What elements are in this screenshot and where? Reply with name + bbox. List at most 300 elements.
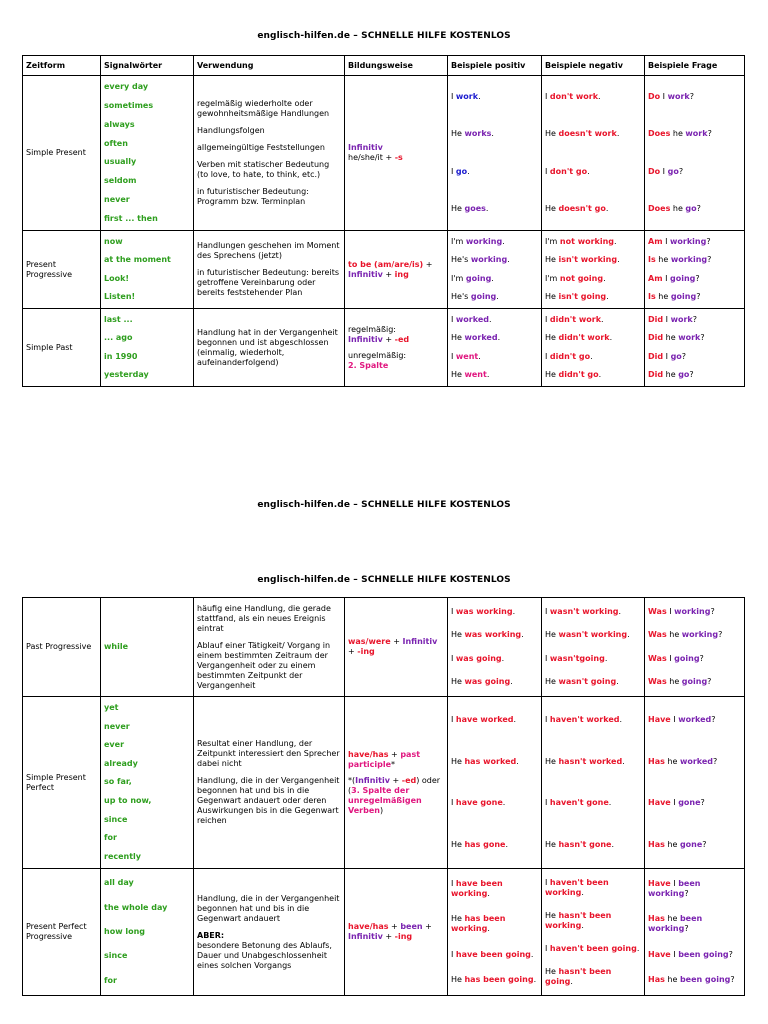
formation-line — [348, 143, 444, 153]
signal-word: yesterday — [104, 369, 149, 379]
example-question-part: I — [660, 166, 668, 176]
example-question-part: ? — [689, 369, 694, 379]
example-question-part: ? — [695, 273, 700, 283]
example-question-part: he — [670, 204, 686, 214]
example-question-part: Am — [648, 237, 663, 247]
signal-word: since — [104, 814, 128, 824]
example-positive — [451, 129, 538, 139]
example-negative-part: doesn't go — [558, 204, 606, 214]
example-negative-part: haven't been going — [549, 943, 637, 953]
example-negative — [545, 757, 641, 767]
example-negative — [545, 352, 641, 362]
example-question-part: working — [674, 606, 711, 616]
example-negative-part: He — [545, 369, 559, 379]
example-negative-part: not going — [559, 273, 604, 283]
example-negative — [545, 370, 641, 380]
signal-words — [101, 76, 194, 231]
example-question-cell — [645, 697, 745, 869]
example-positive-part: . — [521, 630, 524, 640]
example-positive-part: . — [512, 606, 516, 616]
signal-word: never — [104, 721, 130, 731]
example-negative-part: hasn't gone — [558, 840, 612, 850]
example-negative — [545, 333, 641, 343]
example-positive-part: going — [465, 273, 492, 283]
example-positive-part: He — [451, 756, 465, 766]
formation-line-part: ) oder ( — [348, 775, 441, 795]
formation-line-part: was/were — [348, 637, 391, 646]
example-positive — [451, 333, 538, 343]
example-positive — [451, 950, 538, 960]
header-beispiele-frage: Beispiele Frage — [645, 56, 745, 76]
example-question-part: ? — [702, 840, 707, 850]
example-positive-part: . — [513, 714, 517, 724]
formation-line-part: unregelmäßig: — [348, 350, 407, 360]
example-negative-part: I — [545, 606, 550, 616]
usage-description — [194, 309, 345, 387]
usage-paragraph: regelmäßig wiederholte oder gewohnheitsmäßige Handlungen — [197, 99, 330, 118]
formation-rule — [345, 697, 448, 869]
example-negative-part: . — [627, 630, 630, 640]
example-question — [648, 879, 741, 899]
example-question-part: he — [664, 756, 680, 766]
tense-name: Simple Present Perfect — [23, 697, 101, 869]
example-question-part: Was — [648, 677, 667, 687]
example-question — [648, 274, 741, 284]
signal-word: last ... — [104, 315, 133, 325]
example-question-part: he — [663, 369, 679, 379]
example-negative-part: . — [587, 166, 590, 176]
example-positive-part: . — [507, 255, 510, 265]
example-question-part: ? — [678, 166, 684, 176]
example-positive-part: . — [502, 798, 506, 808]
usage-paragraph: Handlungsfolgen — [197, 126, 265, 135]
example-question-part: Did — [648, 369, 664, 379]
example-positive — [451, 914, 538, 934]
example-question-part: Has — [648, 975, 665, 985]
example-negative-part: He — [545, 756, 559, 766]
example-question-part: I — [662, 273, 670, 283]
example-question-part: Is — [648, 291, 656, 301]
example-question-part: he — [663, 333, 679, 343]
example-positive-part: . — [530, 949, 534, 959]
signal-word: for — [104, 975, 117, 985]
example-positive-part: . — [467, 166, 470, 176]
example-question-part: going — [670, 291, 697, 301]
example-question-part: Was — [648, 653, 667, 663]
example-positive — [451, 840, 538, 850]
example-question-part: I — [670, 714, 679, 724]
example-question-part: Is — [648, 255, 656, 265]
example-positive-part: I — [451, 351, 456, 361]
formation-line-part: have/has — [348, 922, 389, 931]
signal-word: all day — [104, 878, 134, 888]
example-question-part: ? — [718, 630, 723, 640]
signal-word: never — [104, 194, 130, 204]
usage-paragraph: ABER: besondere Betonung des Ablaufs, Dauer und Unabgeschlossenheit eines solchen Vorgangs — [197, 930, 332, 970]
example-negative — [545, 204, 641, 214]
example-negative-part: I — [545, 943, 550, 953]
example-positive — [451, 607, 538, 617]
signal-word: seldom — [104, 176, 137, 186]
formation-line-part: -ing — [394, 932, 413, 941]
example-question — [648, 255, 741, 265]
signal-word: often — [104, 138, 128, 148]
usage-description — [194, 869, 345, 996]
signal-word: ... ago — [104, 333, 133, 343]
example-question-part: he — [664, 914, 680, 924]
example-positive-part: . — [485, 204, 489, 214]
table-row-past-progressive — [23, 598, 745, 697]
example-question — [648, 607, 741, 617]
example-positive-part: . — [486, 369, 490, 379]
example-negative-part: isn't going — [558, 291, 607, 301]
example-question-part: he — [655, 255, 671, 265]
example-positive-part: I'm — [451, 237, 466, 247]
example-question-part: ? — [689, 91, 694, 101]
table-row-simple-past — [23, 309, 745, 387]
formation-line-part: 3. Spalte der unregelmäßigen Verben — [348, 785, 422, 815]
example-question — [648, 798, 741, 808]
example-negative-part: . — [598, 91, 601, 101]
example-positive-part: was working — [464, 630, 522, 640]
example-negative-part: . — [616, 129, 620, 139]
example-positive-cell — [448, 76, 542, 231]
formation-line-part: been — [400, 922, 423, 931]
example-positive-cell — [448, 309, 542, 387]
example-positive-part: . — [478, 351, 481, 361]
example-negative-part: . — [616, 677, 619, 687]
example-negative-part: didn't go — [549, 351, 591, 361]
example-positive-part: . — [502, 237, 505, 247]
signal-words — [101, 309, 194, 387]
formation-line-part: Infinitiv — [402, 637, 438, 646]
tense-name: Past Progressive — [23, 598, 101, 697]
example-question — [648, 975, 741, 985]
example-question-part: ? — [706, 237, 711, 247]
formation-line — [348, 351, 444, 361]
signal-word: sometimes — [104, 101, 154, 111]
example-negative-part: . — [614, 237, 617, 247]
example-positive-part: . — [491, 273, 494, 283]
example-question-part: been working — [648, 914, 703, 934]
example-question-part: Was — [648, 630, 667, 640]
formation-line-part: + — [423, 259, 433, 269]
signal-word: first ... then — [104, 213, 158, 223]
example-negative-part: doesn't work — [558, 129, 617, 139]
example-negative-part: . — [604, 653, 608, 663]
example-question-part: ? — [699, 653, 704, 663]
example-positive-cell — [448, 598, 542, 697]
example-negative-part: . — [581, 920, 584, 930]
example-negative — [545, 967, 641, 987]
example-negative-part: . — [618, 606, 622, 616]
example-positive — [451, 975, 538, 985]
example-positive-part: . — [505, 840, 509, 850]
example-positive-part: working — [470, 255, 508, 265]
page-heading-top: englisch-hilfen.de – SCHNELLE HILFE KOSTENLOS — [257, 31, 511, 41]
example-positive-part: . — [516, 756, 519, 766]
example-positive-part: . — [489, 315, 492, 325]
signal-word: up to now, — [104, 796, 152, 805]
formation-line-part: * — [391, 759, 396, 769]
example-positive-part: I — [451, 878, 456, 888]
example-question-part: I — [670, 798, 679, 808]
example-negative-part: . — [609, 333, 613, 343]
example-question-part: I — [666, 606, 675, 616]
example-question-cell — [645, 309, 745, 387]
example-question-part: ? — [681, 351, 687, 361]
example-negative-part: He — [545, 966, 559, 976]
example-positive-part: have been working — [451, 878, 503, 898]
example-positive-part: worked — [455, 315, 489, 325]
formation-line-part: ) — [379, 805, 384, 815]
example-question-part: worked — [678, 714, 712, 724]
example-question-part: ? — [730, 975, 735, 985]
example-negative — [545, 911, 641, 931]
table-header-row — [23, 56, 745, 76]
formation-line-part: have/has — [348, 749, 389, 759]
example-negative-part: . — [619, 714, 623, 724]
example-positive-part: have worked — [455, 714, 514, 724]
example-negative-part: . — [601, 315, 604, 325]
formation-line-part: + — [382, 334, 395, 344]
example-negative-part: wasn't working — [558, 630, 628, 640]
example-question-part: Do — [648, 91, 661, 101]
example-negative — [545, 840, 641, 850]
formation-line — [348, 260, 444, 280]
example-negative-part: haven't worked — [549, 714, 620, 724]
example-question-part: he — [655, 291, 671, 301]
example-negative-cell — [542, 76, 645, 231]
example-negative — [545, 92, 641, 102]
example-question-part: ? — [707, 677, 712, 687]
usage-paragraph: Handlung, die in der Vergangenheit begonnen hat und bis in die Gegenwart andauert oder deren Auswirkungen bis in die Gegenwart reichen — [197, 776, 340, 825]
example-negative-part: hasn't been working — [545, 910, 612, 930]
example-question-cell — [645, 598, 745, 697]
example-question-part: go — [667, 166, 679, 176]
example-negative-part: He — [545, 677, 559, 687]
example-question — [648, 352, 741, 362]
example-positive-part: He — [451, 840, 465, 850]
example-positive — [451, 879, 538, 899]
formation-line-part: Infinitiv — [348, 334, 383, 344]
example-negative-part: don't work — [549, 91, 599, 101]
formation-line — [348, 637, 444, 657]
signal-word: the whole day — [104, 902, 168, 912]
example-positive — [451, 237, 538, 247]
example-question-part: ? — [700, 333, 705, 343]
formation-rule — [345, 231, 448, 309]
example-question — [648, 914, 741, 934]
example-negative-part: I — [545, 798, 550, 808]
formation-line-part: + — [422, 922, 432, 931]
example-positive-part: has worked — [464, 756, 517, 766]
example-positive — [451, 370, 538, 380]
example-question — [648, 92, 741, 102]
example-question-part: Have — [648, 878, 671, 888]
example-question-part: I — [662, 237, 670, 247]
example-positive-part: works — [464, 129, 492, 139]
example-negative-part: wasn't working — [549, 606, 619, 616]
example-question — [648, 630, 741, 640]
table-row-present-progressive — [23, 231, 745, 309]
example-question-part: ? — [713, 756, 718, 766]
example-question-part: ? — [711, 714, 716, 724]
signal-word: for — [104, 833, 117, 843]
example-negative-part: . — [622, 756, 625, 766]
formation-line-part: Infinitiv — [355, 775, 390, 785]
example-question — [648, 840, 741, 850]
example-question-part: Does — [648, 204, 671, 214]
signal-word: usually — [104, 157, 137, 167]
example-negative-part: didn't go — [558, 369, 599, 379]
example-positive-part: working — [465, 237, 503, 247]
example-positive-part: He's — [451, 291, 471, 301]
example-negative — [545, 677, 641, 687]
example-question-part: ? — [684, 888, 689, 898]
example-negative-part: don't go — [549, 166, 588, 176]
example-question-part: going — [669, 273, 696, 283]
example-question-part: been going — [678, 949, 729, 959]
example-positive-part: . — [487, 924, 490, 934]
tense-table-2 — [22, 597, 745, 996]
signal-word: in 1990 — [104, 351, 138, 361]
example-negative-part: He — [545, 291, 559, 301]
example-negative-part: I — [545, 91, 550, 101]
example-positive-part: work — [455, 91, 479, 101]
tense-name: Present Perfect Progressive — [23, 869, 101, 996]
example-question-part: Have — [648, 798, 671, 808]
example-question-part: Has — [648, 914, 665, 924]
formation-line-part: -ed — [401, 775, 417, 785]
example-question — [648, 333, 741, 343]
usage-paragraph: allgemeingültige Feststellungen — [197, 143, 325, 152]
example-negative-part: I — [545, 714, 550, 724]
signal-words — [101, 598, 194, 697]
example-negative-part: He — [545, 204, 559, 214]
example-negative-part: . — [570, 976, 573, 986]
example-question-part: working — [669, 237, 707, 247]
example-negative-part: He — [545, 333, 559, 343]
example-question-part: go — [678, 369, 690, 379]
example-positive-part: He — [451, 129, 465, 139]
example-positive-part: I — [451, 166, 456, 176]
example-positive — [451, 315, 538, 325]
usage-description — [194, 598, 345, 697]
example-positive-part: going — [470, 291, 497, 301]
example-question-part: Did — [648, 333, 664, 343]
example-positive — [451, 654, 538, 664]
usage-paragraph: in futuristischer Bedeutung: Programm bzw. Terminplan — [197, 187, 309, 206]
usage-paragraph: Handlung, die in der Vergangenheit begonnen hat und bis in die Gegenwart andauert — [197, 893, 340, 923]
signal-words — [101, 697, 194, 869]
formation-line-part: -s — [394, 153, 403, 162]
example-question-part: work — [685, 129, 708, 139]
example-negative-part: I — [545, 877, 550, 887]
example-negative-part: I — [545, 315, 550, 325]
example-negative-part: hasn't worked — [558, 756, 623, 766]
header-signalwoerter: Signalwörter — [101, 56, 194, 76]
usage-emphasis: ABER: — [197, 930, 225, 940]
example-negative — [545, 274, 641, 284]
example-positive-part: He — [451, 677, 465, 687]
signal-word: so far, — [104, 777, 132, 787]
example-positive-part: . — [491, 129, 494, 139]
example-question-cell — [645, 231, 745, 309]
example-question-part: working — [670, 255, 708, 265]
example-negative-part: He — [545, 129, 559, 139]
example-question-cell — [645, 869, 745, 996]
example-negative — [545, 607, 641, 617]
example-negative-part: . — [636, 943, 640, 953]
example-question — [648, 654, 741, 664]
formation-line — [348, 750, 444, 770]
example-negative — [545, 630, 641, 640]
signal-words — [101, 869, 194, 996]
usage-description — [194, 76, 345, 231]
signal-word: while — [104, 642, 128, 651]
example-positive-part: have been going — [455, 949, 531, 959]
formation-line-part: Infinitiv — [348, 143, 383, 152]
example-negative-part: wasn't going — [558, 677, 617, 687]
header-bildungsweise: Bildungsweise — [345, 56, 448, 76]
example-negative-part: . — [603, 273, 606, 283]
example-negative-part: haven't gone — [549, 798, 609, 808]
example-negative — [545, 878, 641, 898]
formation-line-part: *( — [348, 775, 356, 785]
example-negative-part: wasn'tgoing — [549, 653, 605, 663]
example-positive-part: He — [451, 369, 465, 379]
example-negative-part: He — [545, 630, 559, 640]
example-question-part: he — [664, 975, 680, 985]
usage-paragraph: Ablauf einer Tätigkeit/ Vorgang in einem bestimmten Zeitraum der Vergangenheit oder zu einem bestimmten Zeitpunkt der Vergangenheit — [197, 640, 331, 690]
formation-rule — [345, 598, 448, 697]
signal-word: yet — [104, 703, 119, 713]
example-positive-part: I — [451, 606, 456, 616]
example-positive — [451, 630, 538, 640]
example-question-part: worked — [679, 756, 714, 766]
signal-word: since — [104, 951, 128, 961]
example-question-part: I — [670, 949, 679, 959]
formation-line — [348, 776, 444, 816]
example-positive-part: was going — [455, 653, 502, 663]
example-positive-part: . — [533, 975, 537, 985]
usage-description — [194, 231, 345, 309]
example-question-part: go — [685, 204, 697, 214]
example-positive — [451, 274, 538, 284]
example-positive-part: He — [451, 204, 465, 214]
example-question-part: he — [670, 129, 686, 139]
example-question-part: gone — [678, 798, 701, 808]
example-question — [648, 167, 741, 177]
page-heading-second: englisch-hilfen.de – SCHNELLE HILFE KOSTENLOS — [257, 575, 511, 585]
table-row-simple-present-perfect — [23, 697, 745, 869]
formation-line-part: + — [389, 775, 402, 785]
formation-line-part: past participle — [348, 749, 421, 769]
example-question-part: ? — [696, 291, 701, 301]
example-positive — [451, 715, 538, 725]
example-positive-part: I — [451, 798, 456, 808]
example-positive-part: I'm — [451, 273, 466, 283]
signal-word: now — [104, 237, 123, 247]
formation-rule — [345, 309, 448, 387]
example-positive-part: I — [451, 91, 456, 101]
example-question — [648, 715, 741, 725]
example-negative-cell — [542, 309, 645, 387]
example-positive-cell — [448, 231, 542, 309]
formation-rule — [345, 76, 448, 231]
formation-line — [348, 335, 444, 345]
